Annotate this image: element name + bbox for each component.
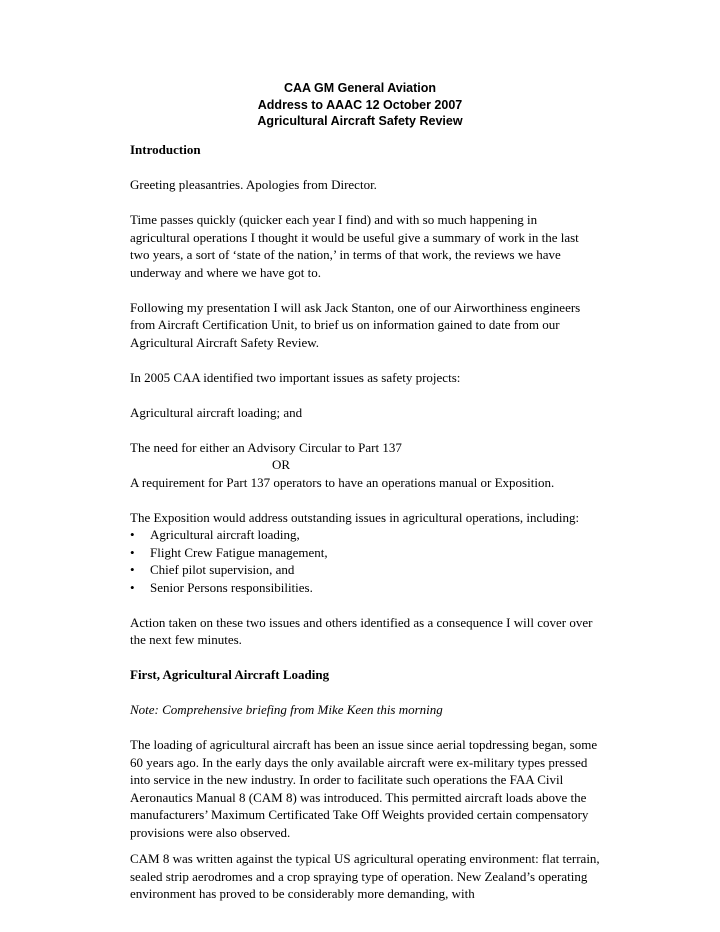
loading-history-paragraph: The loading of agricultural aircraft has been an issue since aerial topdressing began, some 60 years ago. In the early days the only available aircraft were ex-military types pressed into service in the new industry. In order to facilitate such operations the FAA Civil Aeronautics Manual 8 (CAM 8) was introduced. This permitted aircraft loads above the manufacturers’ Maximum Certificated Take Off Weights provided certain compensatory provisions were also observed. <box>130 737 598 840</box>
greeting-paragraph: Greeting pleasantries. Apologies from Director. <box>130 177 377 192</box>
action-taken-paragraph: Action taken on these two issues and others identified as a consequence I will cover over the next few minutes. <box>130 614 593 647</box>
list-item <box>130 526 600 544</box>
list-item-text: Senior Persons responsibilities. <box>150 579 313 595</box>
list-item-text: Chief pilot supervision, and <box>150 562 295 577</box>
time-passes-paragraph: Time passes quickly (quicker each year I find) and with so much happening in agricultural operations I thought it would be useful give a summary of work in the last two years, a sort of ‘state of the nation,’ in terms of that work, the reviews we have underway and where we have got to. <box>130 212 579 280</box>
issue-loading: Agricultural aircraft loading; and <box>130 404 303 420</box>
title-line-address: Address to AAAC 12 October 2007 <box>257 97 463 112</box>
issue-or-separator: OR <box>272 457 291 472</box>
bullet-icon: • <box>130 579 135 595</box>
section-heading-introduction: Introduction <box>130 142 201 157</box>
issue-operations-manual: A requirement for Part 137 operators to have an operations manual or Exposition. <box>130 474 555 490</box>
bullet-icon: • <box>130 544 135 560</box>
exposition-issues-list <box>130 526 600 596</box>
title-line-subject: Agricultural Aircraft Safety Review <box>257 114 463 128</box>
safety-projects-paragraph: In 2005 CAA identified two important issues as safety projects: <box>130 369 461 385</box>
section-heading-aircraft-loading: First, Agricultural Aircraft Loading <box>130 667 330 682</box>
title-line-organisation: CAA GM General Aviation <box>283 81 437 95</box>
document-title <box>0 80 720 130</box>
issue-advisory-circular: The need for either an Advisory Circular to Part 137 <box>130 439 402 455</box>
list-item <box>130 544 600 562</box>
bullet-icon: • <box>130 562 135 577</box>
list-item-text: Flight Crew Fatigue management, <box>150 544 328 560</box>
list-item-text: Agricultural aircraft loading, <box>150 527 300 542</box>
list-item <box>130 579 600 597</box>
list-item <box>130 561 600 579</box>
following-presentation-paragraph: Following my presentation I will ask Jack Stanton, one of our Airworthiness engineers from Aircraft Certification Unit, to brief us on information gained to date from our Agricultural Aircraft Safety Review. <box>130 299 581 350</box>
cam8-paragraph: CAM 8 was written against the typical US agricultural operating environment: flat terrain, sealed strip aerodromes and a crop spraying type of operation. New Zealand’s operating environment has proved to be considerably more demanding, with <box>130 851 600 901</box>
bullet-icon: • <box>130 527 135 542</box>
document-body <box>130 141 600 903</box>
briefing-note: Note: Comprehensive briefing from Mike Keen this morning <box>130 702 443 717</box>
exposition-paragraph: The Exposition would address outstanding issues in agricultural operations, including: <box>130 509 580 525</box>
